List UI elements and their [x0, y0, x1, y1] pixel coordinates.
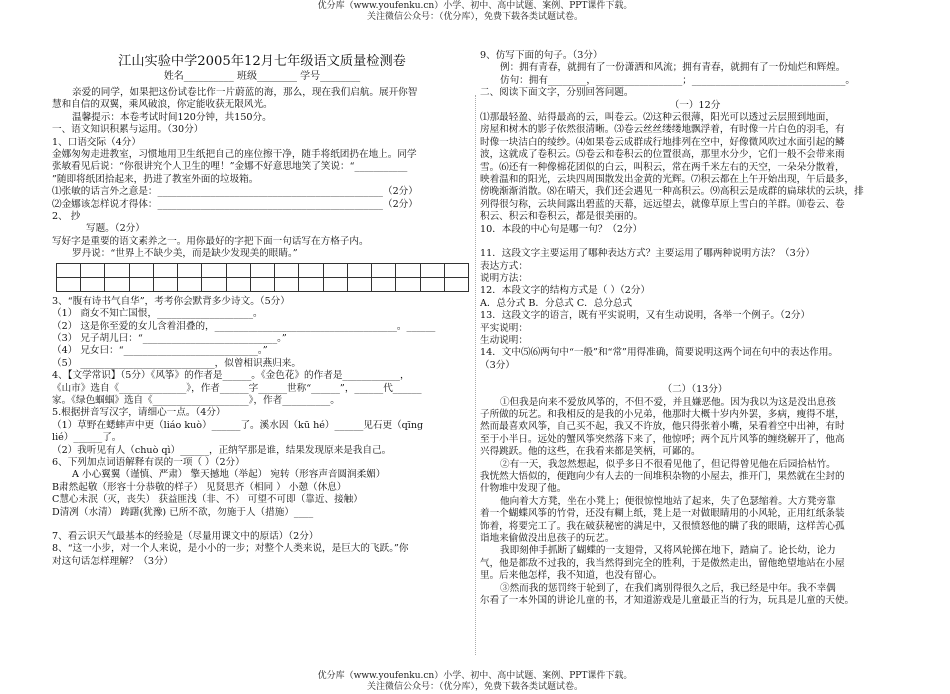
question-line: 4、【文学常识】（5分）《风筝》的作者是______。《金色花》的作者是____________，: [52, 370, 410, 382]
question-line: 11．这段文字主要运用了哪种表达方式？主要运用了哪两种说明方法？（3分）: [480, 248, 815, 260]
intro-line: 亲爱的同学，如果把这份试卷比作一片蔚蓝的海，那么，现在我们启航。展开你智: [72, 87, 418, 98]
passage-line: ③然而我的惩罚终于轮到了，在我们离别得很久之后，我已经是中年。我不幸偶: [500, 582, 836, 594]
passage-line: 里。后来他怎样，我不知道，也没有留心。: [480, 570, 663, 582]
passage-line: 气，他是都敌不过我的，我当然得到完全的胜利，于是傲然走出，留他绝望地站在小屋: [480, 557, 845, 569]
question-line: （1） 商女不知亡国恨，____________________。: [52, 308, 263, 320]
question-line: （4） 兄女曰：“____________________________。”: [52, 345, 268, 357]
passage-line: 映着温和的阳光，云块四周围散发出金黄的光辉。⑺积云都在上午开始出现，午后最多，: [480, 174, 855, 186]
passage-heading: （二）（13分）: [662, 384, 728, 396]
writing-grid[interactable]: [56, 263, 469, 292]
passage-heading: （一）12分: [669, 99, 721, 111]
passage-line: 他向着大方凳，坐在小凳上；便很惊惶地站了起来，失了色瑟缩着。大方凳旁靠: [500, 495, 836, 507]
page-footer: [0, 671, 950, 693]
exam-title: 江山实验中学2005年12月七年级语文质量检测卷: [118, 54, 406, 69]
passage-line: 兴得跳跃。他的这些，在我看来都是笑柄，可鄙的。: [480, 446, 701, 458]
passage-line: 然而最喜欢风筝，自己买不起，我又不许放，他只得张着小嘴，呆看着空中出神，有时: [480, 421, 845, 433]
passage-line: 列得很匀称，云块间露出碧蓝的天幕，远远望去，就像草原上雪白的羊群。⑽卷云、卷: [480, 198, 845, 210]
option-line: A 小心翼翼（谨慎、严肃） 擎天撼地（举起） 宛转（形容声音圆润柔媚）: [72, 469, 386, 481]
question-line: 12．本段文字的结构方式是（ ）（2分）: [480, 285, 651, 297]
option-line: D清冽（水清） 踌躇(犹豫) 已所不欲，勿施于人（措施）____: [52, 506, 314, 518]
header-line-1: 优分库（www.youfenku.cn）小学、初中、高中试题、案例、PPT课件下载。: [317, 1, 633, 11]
question-line: 张敏看见后说：“你很讲究个人卫生的哩！”金娜不好意思地笑了笑说：“___________: [52, 161, 408, 173]
question-line: （5） ____________________________，似曾相识燕归来。: [52, 357, 301, 369]
passage-line: 傍晚渐渐消散。⑻在晴天，我们还会遇见一种高积云。⑼高积云是成群的扁球状的云块，排: [480, 186, 864, 198]
passage-line: 我即刻伸手抓断了蝴蝶的一支翅骨，又将风轮掷在地下，踏扁了。论长幼，论力: [500, 545, 836, 557]
question-line: 《山市》选自《______________》，作者______字______世称“______”，______代______: [52, 382, 422, 394]
question-line: ⑴张敏的话言外之意是：_______________________________________________（2分）: [52, 186, 418, 198]
question-line: （2）我听见有人（chuò qì）______，正纳罕那是谁，结果发现原来是我自己。: [52, 444, 392, 456]
passage-line: 诣地来偷做没出息孩子的玩艺。: [480, 533, 615, 545]
column-divider: [475, 95, 476, 655]
question-line: 13．这段文字的语言，既有平实说明，又有生动说明，各举一个例子。（2分）: [480, 310, 811, 322]
question-line: 6、下列加点词语解释有误的一项（ ）（2分）: [52, 456, 245, 468]
passage-line: ②有一天，我忽然想起，似乎多日不很看见他了，但记得曾见他在后园拾枯竹。: [500, 458, 836, 470]
question-line: 对这句话怎样理解？（3分）: [52, 555, 174, 567]
passage-line: 子所做的玩艺。和我相反的是我的小兄弟，他那时大概十岁内外罢，多病，瘦得不堪，: [480, 408, 845, 420]
question-line: ”随即将纸团拾起来，扔进了教室外面的垃圾箱。: [52, 173, 259, 185]
passage-line: 什物堆中发现了他。: [480, 483, 567, 495]
page-header: [0, 1, 950, 23]
question-line: 2、 抄: [52, 211, 81, 223]
passage-line: 饰着，将要完工了。我在破获秘密的满足中，又很愤怒他的瞒了我的眼睛，这样苦心孤: [480, 520, 845, 532]
question-line: （3） 兄子胡儿曰：“____________________________。”: [52, 332, 287, 344]
answer-label: 平实说明：: [480, 322, 528, 334]
question-line: 10．本段的中心句是哪一句？（2分）: [480, 223, 643, 235]
footer-line-1: 优分库（www.youfenku.cn）小学、初中、高中试题、案例、PPT课件下载。: [317, 671, 633, 681]
passage-line: ①但我是向来不爱放风筝的，不但不爱，并且嫌恶他。因为我以为这是没出息孩: [500, 396, 836, 408]
question-line: 8、“这一小步，对一个人来说，是小小的一步；对整个人类来说，是巨大的飞跃。”你: [52, 543, 409, 555]
example-line: 例：拥有青春，就拥有了一份潇洒和风流；拥有青春，就拥有了一份灿烂和辉煌。: [500, 62, 846, 74]
passage-line: 积云、积云和卷积云，都是很美丽的。: [480, 211, 644, 223]
right-column: [480, 50, 910, 607]
passage-line: ⑴那最轻盈、站得最高的云，叫卷云。⑵这种云很薄，阳光可以透过云层照到地面，: [480, 112, 835, 124]
answer-label: 生动说明：: [480, 334, 528, 346]
question-line: 3、“腹有诗书气自华”，考考你会默背多少诗文。（5分）: [52, 295, 290, 307]
imitation-line: 仿句：拥有________，__________________；________________________________。: [500, 74, 855, 86]
footer-line-2: 关注微信公众号：（优分库），免费下载各类试题试卷。: [366, 682, 583, 692]
passage-line: 着一个蝴蝶风筝的竹骨，还没有糊上纸，凳上是一对做眼睛用的小风轮，正用红纸条装: [480, 508, 845, 520]
left-column: [52, 50, 472, 568]
question-line: （1）草野在蟋蟀声中更（liáo kuò）______了。溪水因（kū hé）______见石更（qīng: [52, 419, 424, 431]
passage-line: 至于小半日。远处的蟹风筝突然落下来了，他惊呼；两个瓦片风筝的缠绕解开了，他高: [480, 433, 845, 445]
question-line: 7、看云识天气最基本的经验是（尽量用课文中的原话）（2分）: [52, 531, 319, 542]
question-line: ⑵金娜该怎样说才得体：_______________________________________________（2分）: [52, 198, 418, 210]
question-line: （3分）: [480, 359, 515, 371]
question-line: 写题。（2分）: [86, 223, 145, 235]
option-line: B肃然起敬（形容十分恭敬的样子） 见贤思齐（相同 ） 小憩（休息）: [52, 481, 347, 493]
answer-label: 说明方法：: [480, 272, 528, 284]
passage-line: 波，这就成了卷积云。⑸卷云和卷积云的位置很高，那里水分少，它们一般不会带来雨: [480, 149, 845, 161]
question-line: 5.根据拼音写汉字，请细心一点。（4分）: [52, 407, 226, 419]
header-line-2: 关注微信公众号：（优分库），免费下载各类试题试卷。: [366, 12, 583, 22]
passage-line: 我恍然大悟似的，便跑向少有人去的一间堆积杂物的小屋去，推开门，果然就在尘封的: [480, 471, 845, 482]
question-line: 9、仿写下面的句子。（3分）: [480, 50, 603, 61]
question-line: （2） 这是你至爱的女儿含着泪叠的，______________________________________。______: [52, 320, 436, 332]
intro-line: 慧和自信的双翼，乘风破浪，你定能收获无限风光。: [52, 99, 273, 111]
passage-line: 房屋和树木的影子依然很清晰。⑶卷云丝丝缕缕地飘浮着，有时像一片白色的羽毛，有: [480, 124, 845, 136]
passage-line: 尔看了一本外国的讲论儿童的书，才知道游戏是儿童最正当的行为，玩具是儿童的天使。: [480, 595, 855, 607]
question-line: 1、口语交际（4分）: [52, 136, 141, 148]
tip-line: 温馨提示：本卷考试时间120分钟，共150分。: [72, 111, 272, 123]
passage-line: 雪。⑹还有一种像棉花团似的白云，叫积云，常在两千米左右的天空，一朵朵分散着，: [480, 161, 845, 173]
name-class-id-bar: 姓名__________ 班级________ 学号________: [163, 71, 361, 82]
option-line: C慧心未泯（灭，丧失） 获益匪浅（非、不） 可望不可即（靠近、接触）: [52, 494, 363, 506]
question-line: 14．文中⑸⑹两句中“一般”和“常”用得准确，简要说明这两个词在句中的表达作用。: [480, 347, 839, 359]
option-line: A．总分式 B．分总式 C．总分总式: [480, 297, 633, 309]
question-line: 家。《绿色蝈蝈》选自《____________________》，作者__________。: [52, 394, 340, 406]
answer-label: 表达方式：: [480, 260, 528, 272]
question-line: 写好字是重要的语文素养之一。用你最好的字把下面一句话写在方格子内。: [52, 235, 369, 247]
question-line: lié）______了。: [52, 432, 122, 444]
section-heading: 二、阅读下面文字，分别回答问题。: [480, 87, 634, 99]
quote-line: 罗丹说：“世界上不缺少美，而是缺少发现美的眼睛。”: [72, 248, 298, 260]
passage-line: 时像一块洁白的绫纱。⑷如果卷云成群成行地排列在空中，好像微风吹过水面引起的鳞: [480, 136, 845, 148]
question-line: 金娜匆匆走进教室，习惯地用卫生纸把自己的座位擦干净，随手将纸团扔在地上。同学: [52, 149, 417, 161]
section-heading: 一、语文知识积累与运用。（30分）: [52, 124, 204, 136]
